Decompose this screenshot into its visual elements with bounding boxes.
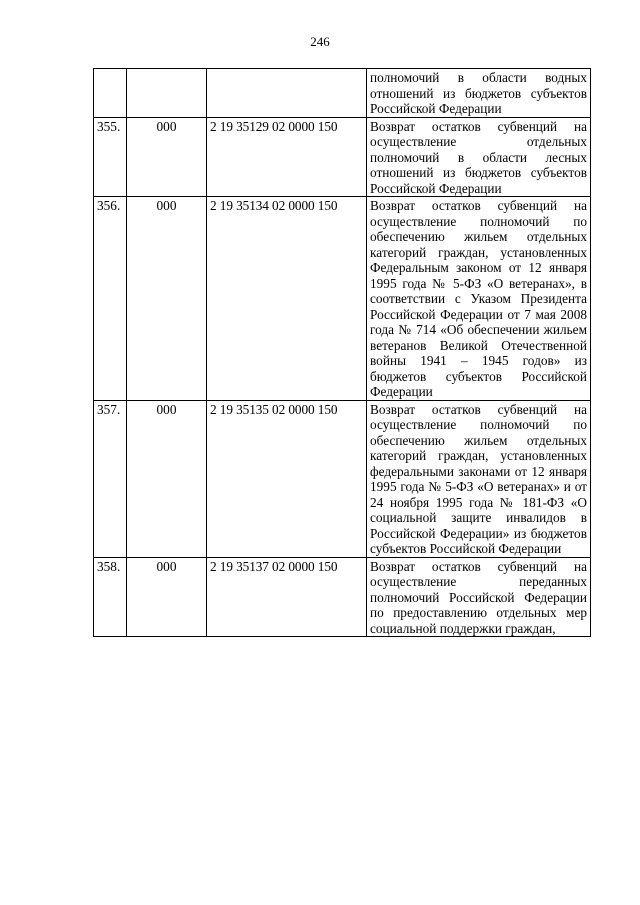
row-number [94,69,127,118]
row-number: 355. [94,117,127,197]
table-row [94,117,591,197]
budget-codes-table [93,68,591,637]
budget-classification-code: 2 19 35135 02 0000 150 [207,400,367,557]
budget-classification-code: 2 19 35137 02 0000 150 [207,557,367,637]
revenue-name: Возврат остатков субвенций на осуществление отдельных полномочий в области лесных отношений из бюджетов субъектов Российской Федерации [367,117,591,197]
administrator-code: 000 [127,557,207,637]
budget-classification-code: 2 19 35129 02 0000 150 [207,117,367,197]
revenue-name: Возврат остатков субвенций на осуществление переданных полномочий Российской Федерации по предоставлению отдельных мер социальной поддержки граждан, [367,557,591,637]
table-row [94,400,591,557]
administrator-code: 000 [127,117,207,197]
revenue-name: полномочий в области водных отношений из бюджетов субъектов Российской Федерации [367,69,591,118]
table-row [94,557,591,637]
revenue-name: Возврат остатков субвенций на осуществление полномочий по обеспечению жильем отдельных категорий граждан, установленных федеральными законами от 12 января 1995 года № 5-ФЗ «О ветеранах» и от 24 ноября 1995 года № 181-ФЗ «О социальной защите инвалидов в Российской Федерации» из бюджетов субъектов Российской Федерации [367,400,591,557]
revenue-name: Возврат остатков субвенций на осуществление полномочий по обеспечению жильем отдельных категорий граждан, установленных Федеральным законом от 12 января 1995 года № 5-ФЗ «О ветеранах», в соответствии с Указом Президента Российской Федерации от 7 мая 2008 года № 714 «Об обеспечении жильем ветеранов Великой Отечественной войны 1941 – 1945 годов» из бюджетов субъектов Российской Федерации [367,197,591,401]
row-number: 356. [94,197,127,401]
table-row [94,197,591,401]
administrator-code: 000 [127,197,207,401]
row-number: 358. [94,557,127,637]
page-number: 246 [310,34,330,49]
table-row [94,69,591,118]
administrator-code [127,69,207,118]
budget-classification-code [207,69,367,118]
administrator-code: 000 [127,400,207,557]
budget-classification-code: 2 19 35134 02 0000 150 [207,197,367,401]
row-number: 357. [94,400,127,557]
